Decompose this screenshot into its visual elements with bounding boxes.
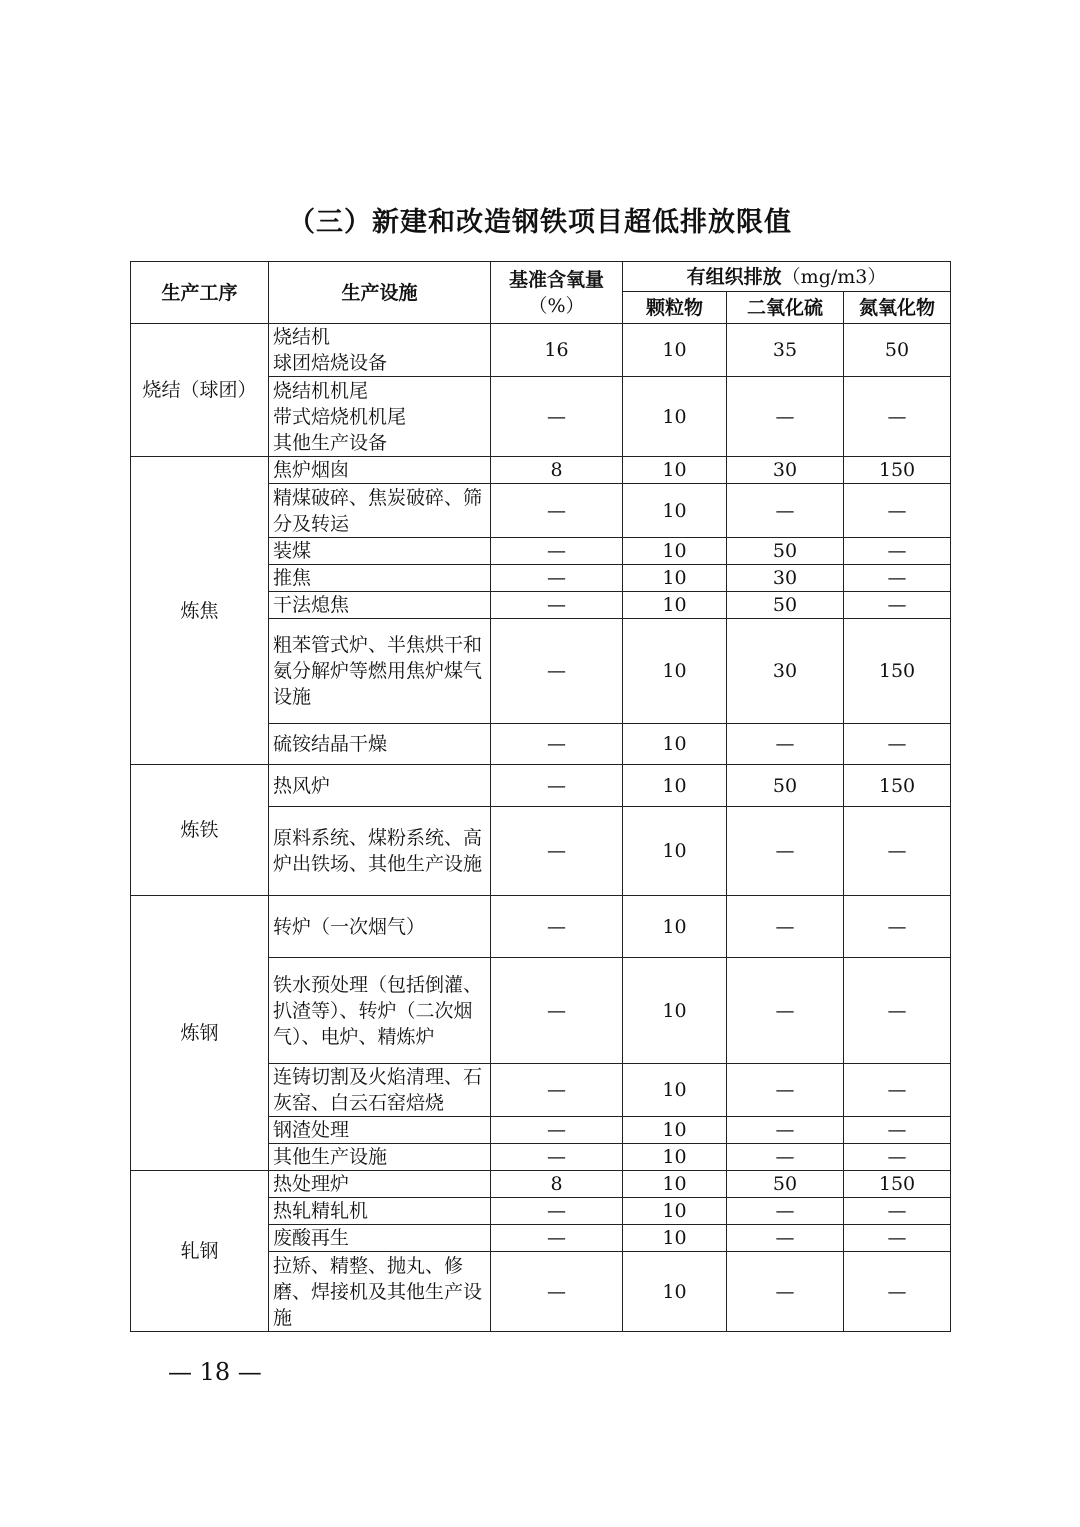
nox-cell: —: [844, 724, 951, 765]
process-cell: 轧钢: [131, 1171, 269, 1332]
nox-cell: —: [844, 592, 951, 619]
particulate-cell: 10: [623, 1117, 727, 1144]
nox-cell: —: [844, 807, 951, 896]
facility-cell: 热轧精轧机: [269, 1198, 491, 1225]
particulate-cell: 10: [623, 765, 727, 807]
so2-cell: —: [727, 377, 844, 457]
facility-line: 烧结机 球团焙烧设备: [273, 326, 388, 374]
header-nox: 氮氧化物: [844, 292, 951, 324]
particulate-cell: 10: [623, 484, 727, 538]
nox-cell: 150: [844, 1171, 951, 1198]
oxygen-cell: 8: [491, 1171, 623, 1198]
header-emission-unit: （mg/m3）: [781, 265, 887, 288]
oxygen-cell: —: [491, 377, 623, 457]
facility-cell: 推焦: [269, 565, 491, 592]
page-title: （三）新建和改造钢铁项目超低排放限值: [288, 207, 792, 238]
oxygen-cell: —: [491, 724, 623, 765]
oxygen-cell: —: [491, 1117, 623, 1144]
so2-cell: 50: [727, 538, 844, 565]
facility-cell: 钢渣处理: [269, 1117, 491, 1144]
particulate-cell: 10: [623, 538, 727, 565]
process-cell: 烧结（球团）: [131, 324, 269, 457]
particulate-cell: 10: [623, 1144, 727, 1171]
facility-cell: 热风炉: [269, 765, 491, 807]
nox-cell: —: [844, 1064, 951, 1117]
particulate-cell: 10: [623, 592, 727, 619]
oxygen-cell: —: [491, 958, 623, 1064]
so2-cell: —: [727, 484, 844, 538]
nox-cell: —: [844, 1252, 951, 1332]
so2-cell: 50: [727, 1171, 844, 1198]
so2-cell: —: [727, 1252, 844, 1332]
particulate-cell: 10: [623, 565, 727, 592]
oxygen-cell: —: [491, 1144, 623, 1171]
oxygen-cell: —: [491, 765, 623, 807]
nox-cell: 150: [844, 765, 951, 807]
header-so2: 二氧化硫: [727, 292, 844, 324]
so2-cell: —: [727, 1064, 844, 1117]
header-emission: [623, 262, 951, 292]
particulate-cell: 10: [623, 1198, 727, 1225]
oxygen-cell: —: [491, 1198, 623, 1225]
nox-cell: —: [844, 896, 951, 958]
facility-cell: 废酸再生: [269, 1225, 491, 1252]
nox-cell: —: [844, 958, 951, 1064]
so2-cell: 50: [727, 765, 844, 807]
so2-cell: —: [727, 1117, 844, 1144]
header-facility: 生产设施: [269, 262, 491, 324]
facility-cell: 装煤: [269, 538, 491, 565]
oxygen-cell: —: [491, 1225, 623, 1252]
oxygen-cell: —: [491, 1064, 623, 1117]
emission-limits-table: [130, 261, 951, 1332]
oxygen-cell: —: [491, 538, 623, 565]
particulate-cell: 10: [623, 324, 727, 377]
oxygen-cell: 8: [491, 457, 623, 484]
particulate-cell: 10: [623, 1225, 727, 1252]
so2-cell: —: [727, 958, 844, 1064]
facility-cell: [269, 324, 491, 377]
nox-cell: —: [844, 1144, 951, 1171]
so2-cell: —: [727, 724, 844, 765]
nox-cell: 50: [844, 324, 951, 377]
facility-cell: 连铸切割及火焰清理、石灰窑、白云石窑焙烧: [269, 1064, 491, 1117]
facility-cell: 原料系统、煤粉系统、高炉出铁场、其他生产设施: [269, 807, 491, 896]
so2-cell: 30: [727, 619, 844, 724]
facility-cell: 粗苯管式炉、半焦烘干和氨分解炉等燃用焦炉煤气设施: [269, 619, 491, 724]
facility-cell: 精煤破碎、焦炭破碎、筛分及转运: [269, 484, 491, 538]
nox-cell: —: [844, 1117, 951, 1144]
so2-cell: 30: [727, 457, 844, 484]
nox-cell: —: [844, 484, 951, 538]
nox-cell: —: [844, 1225, 951, 1252]
so2-cell: 35: [727, 324, 844, 377]
particulate-cell: 10: [623, 1171, 727, 1198]
particulate-cell: 10: [623, 1064, 727, 1117]
nox-cell: —: [844, 565, 951, 592]
particulate-cell: 10: [623, 807, 727, 896]
nox-cell: —: [844, 377, 951, 457]
nox-cell: —: [844, 538, 951, 565]
oxygen-cell: —: [491, 484, 623, 538]
oxygen-cell: 16: [491, 324, 623, 377]
facility-cell: 热处理炉: [269, 1171, 491, 1198]
process-cell: 炼钢: [131, 896, 269, 1171]
facility-cell: 转炉（一次烟气）: [269, 896, 491, 958]
particulate-cell: 10: [623, 724, 727, 765]
page-number: — 18 —: [168, 1358, 262, 1386]
facility-cell: 硫铵结晶干燥: [269, 724, 491, 765]
nox-cell: 150: [844, 619, 951, 724]
so2-cell: —: [727, 1198, 844, 1225]
so2-cell: —: [727, 807, 844, 896]
facility-line: 烧结机机尾 带式焙烧机机尾 其他生产设备: [273, 379, 407, 454]
header-particulate: 颗粒物: [623, 292, 727, 324]
facility-cell: [269, 377, 491, 457]
oxygen-cell: —: [491, 565, 623, 592]
particulate-cell: 10: [623, 377, 727, 457]
header-oxygen-label: 基准含氧量: [508, 268, 604, 291]
facility-cell: 铁水预处理（包括倒灌、扒渣等）、转炉（二次烟气）、电炉、精炼炉: [269, 958, 491, 1064]
facility-cell: 拉矫、精整、抛丸、修磨、焊接机及其他生产设施: [269, 1252, 491, 1332]
so2-cell: 30: [727, 565, 844, 592]
particulate-cell: 10: [623, 457, 727, 484]
particulate-cell: 10: [623, 958, 727, 1064]
header-process: 生产工序: [131, 262, 269, 324]
oxygen-cell: —: [491, 896, 623, 958]
oxygen-cell: —: [491, 619, 623, 724]
oxygen-cell: —: [491, 1252, 623, 1332]
nox-cell: —: [844, 1198, 951, 1225]
so2-cell: —: [727, 1144, 844, 1171]
oxygen-cell: —: [491, 592, 623, 619]
oxygen-cell: —: [491, 807, 623, 896]
process-cell: 炼焦: [131, 457, 269, 765]
facility-cell: 干法熄焦: [269, 592, 491, 619]
header-emission-label: 有组织排放: [686, 265, 782, 288]
facility-cell: 其他生产设施: [269, 1144, 491, 1171]
particulate-cell: 10: [623, 619, 727, 724]
header-oxygen-unit: （%）: [528, 294, 585, 317]
particulate-cell: 10: [623, 896, 727, 958]
nox-cell: 150: [844, 457, 951, 484]
so2-cell: —: [727, 1225, 844, 1252]
process-cell: 炼铁: [131, 765, 269, 896]
particulate-cell: 10: [623, 1252, 727, 1332]
header-oxygen: [491, 262, 623, 324]
facility-cell: 焦炉烟囱: [269, 457, 491, 484]
so2-cell: —: [727, 896, 844, 958]
so2-cell: 50: [727, 592, 844, 619]
